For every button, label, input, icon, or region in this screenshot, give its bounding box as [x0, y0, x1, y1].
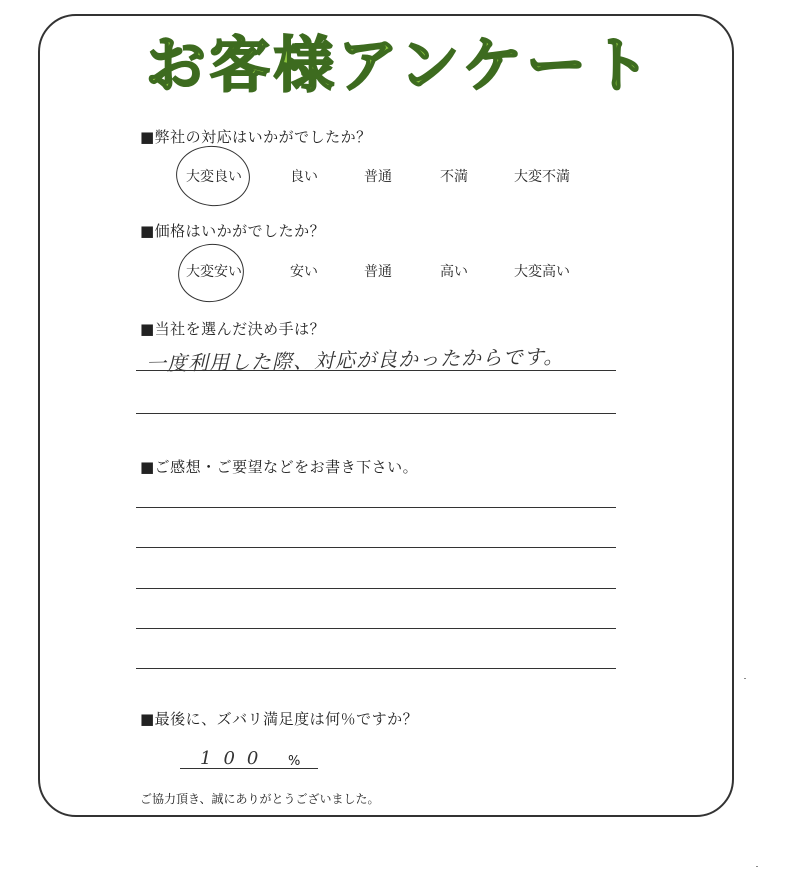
question-5-label: ■最後に、ズバリ満足度は何％ですか？ — [140, 710, 419, 728]
q4-answer-line-1 — [136, 507, 616, 508]
question-2-label: ■価格はいかがでしたか？ — [140, 222, 326, 240]
q1-option-3[interactable]: 普通 — [364, 169, 392, 185]
q2-option-2[interactable]: 安い — [290, 264, 318, 280]
thanks-message: ご協力頂き、誠にありがとうございました。 — [140, 792, 380, 806]
survey-title — [0, 28, 800, 104]
q1-option-1[interactable]: 大変良い — [186, 169, 242, 185]
q2-option-3[interactable]: 普通 — [364, 264, 392, 280]
survey-title-text: お客様アンケート — [145, 31, 655, 101]
q2-option-4[interactable]: 高い — [440, 264, 468, 280]
scan-speck — [744, 678, 746, 679]
q5-answer-line — [180, 768, 318, 769]
q1-option-4[interactable]: 不満 — [440, 169, 468, 185]
q3-answer-line-1 — [136, 370, 616, 371]
q4-answer-line-5 — [136, 668, 616, 669]
q1-option-5[interactable]: 大変不満 — [514, 169, 570, 185]
q1-option-2[interactable]: 良い — [290, 169, 318, 185]
q2-option-1[interactable]: 大変安い — [186, 264, 242, 280]
q5-percent-unit: % — [288, 754, 301, 769]
scan-speck — [756, 866, 758, 867]
question-3-label: ■当社を選んだ決め手は？ — [140, 320, 326, 338]
q3-answer-line-2 — [136, 413, 616, 414]
question-4-label: ■ご感想・ご要望などをお書き下さい。 — [140, 458, 419, 476]
q4-answer-line-3 — [136, 588, 616, 589]
q5-handwritten-answer: 100 — [200, 748, 271, 769]
q3-handwritten-answer: 一度利用した際、対応が良かったからです。 — [145, 344, 565, 376]
q2-option-5[interactable]: 大変高い — [514, 264, 570, 280]
q4-answer-line-4 — [136, 628, 616, 629]
q4-answer-line-2 — [136, 547, 616, 548]
question-1-label: ■弊社の対応はいかがでしたか？ — [140, 128, 372, 146]
